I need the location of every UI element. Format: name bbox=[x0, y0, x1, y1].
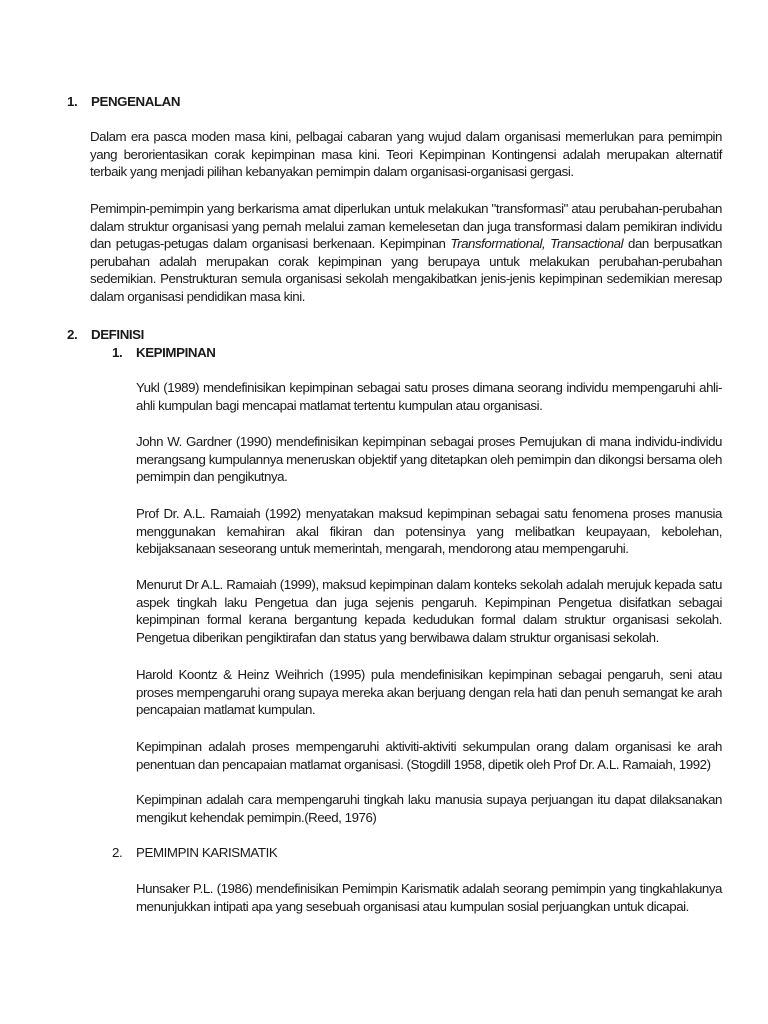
paragraph-text: Pemimpin-pemimpin yang berkarisma amat diperlukan untuk melakukan "transformasi" atau perubahan-perubahan dalam struktur organisasi yang pernah melalui zaman kemelesetan dan juga transformasi dalam pemikiran individu dan petugas-petugas dalam organisasi berkenaan. Kepimpinan bbox=[90, 201, 722, 252]
subsection-number: 2. bbox=[112, 845, 123, 860]
section-number: 2. bbox=[67, 327, 78, 342]
section-heading-pengenalan bbox=[67, 94, 180, 109]
subheading-kepimpinan bbox=[112, 345, 215, 360]
paragraph-gardner: John W. Gardner (1990) mendefinisikan kepimpinan sebagai proses Pemujukan di mana individu-individu merangsang kumpulannya meneruskan objektif yang ditetapkan oleh pemimpin dan dikongsi bersama oleh pemimpin dan pengikutnya. bbox=[136, 434, 722, 485]
paragraph-yukl: Yukl (1989) mendefinisikan kepimpinan sebagai satu proses dimana seorang individu mempengaruhi ahli-ahli kumpulan bagi mencapai matlamat tertentu kumpulan atau organisasi. bbox=[136, 380, 722, 413]
paragraph-hunsaker: Hunsaker P.L. (1986) mendefinisikan Pemimpin Karismatik adalah seorang pemimpin yang tingkahlakunya menunjukkan intipati apa yang sesebuah organisasi atau kumpulan sosial perjuangkan untuk dicapai. bbox=[136, 881, 722, 914]
subheading-karismatik bbox=[112, 845, 277, 860]
subsection-number: 1. bbox=[112, 345, 123, 360]
paragraph-pengenalan-1: Dalam era pasca moden masa kini, pelbagai cabaran yang wujud dalam organisasi memerlukan para pemimpin yang berorientasikan corak kepimpinan masa kini. Teori Kepimpinan Kontingensi adalah merupakan alternatif terbaik yang menjadi pilihan kebanyakan pemimpin dalam organisasi-organisasi gergasi. bbox=[90, 129, 722, 180]
section-title: PENGENALAN bbox=[91, 94, 181, 109]
paragraph-ramaiah-1999: Menurut Dr A.L. Ramaiah (1999), maksud kepimpinan dalam konteks sekolah adalah merujuk kepada satu aspek tingkah laku Pengetua dan juga sejenis pengaruh. Kepimpinan Pengetua disifatkan sebagai kepimpinan formal kerana bergantung kepada kedudukan formal dalam struktur organisasi sekolah. Pengetua diberikan pengiktirafan dan status yang berwibawa dalam struktur organisasi sekolah. bbox=[136, 577, 722, 645]
paragraph-text: dan berpusatkan perubahan adalah merupakan corak kepimpinan yang berupaya untuk melakukan perubahan-perubahan sedemikian. Penstrukturan semula organisasi sekolah mengakibatkan jenis-jenis kepimpinan sedemikian meresap dalam organisasi pendidikan masa kini. bbox=[90, 236, 722, 304]
paragraph-stogdill: Kepimpinan adalah proses mempengaruhi aktiviti-aktiviti sekumpulan orang dalam organisasi ke arah penentuan dan pencapaian matlamat organisasi. (Stogdill 1958, dipetik oleh Prof Dr. A.L. Ramaiah, 1992) bbox=[136, 739, 722, 772]
section-heading-definisi bbox=[67, 327, 144, 342]
paragraph-reed: Kepimpinan adalah cara mempengaruhi tingkah laku manusia supaya perjuangan itu dapat dilaksanakan mengikut kehendak pemimpin.(Reed, 1976) bbox=[136, 792, 722, 825]
subsection-title: PEMIMPIN KARISMATIK bbox=[136, 845, 278, 860]
subsection-title: KEPIMPINAN bbox=[136, 345, 216, 360]
paragraph-pengenalan-2 bbox=[90, 200, 722, 306]
paragraph-koontz: Harold Koontz & Heinz Weihrich (1995) pula mendefinisikan kepimpinan sebagai pengaruh, seni atau proses mempengaruhi orang supaya mereka akan berjuang dengan rela hati dan penuh semangat ke arah pencapaian matlamat kumpulan. bbox=[136, 667, 722, 718]
section-number: 1. bbox=[67, 94, 78, 109]
section-title: DEFINISI bbox=[91, 327, 144, 342]
paragraph-ramaiah-1992: Prof Dr. A.L. Ramaiah (1992) menyatakan maksud kepimpinan sebagai satu fenomena proses manusia menggunakan kemahiran akal fikiran dan potensinya yang melibatkan keupayaan, kebolehan, kebijaksanaan seseorang untuk memerintah, mengarah, mendorong atau mempengaruhi. bbox=[136, 506, 722, 557]
italic-term: Transformational, Transactional bbox=[450, 236, 624, 252]
